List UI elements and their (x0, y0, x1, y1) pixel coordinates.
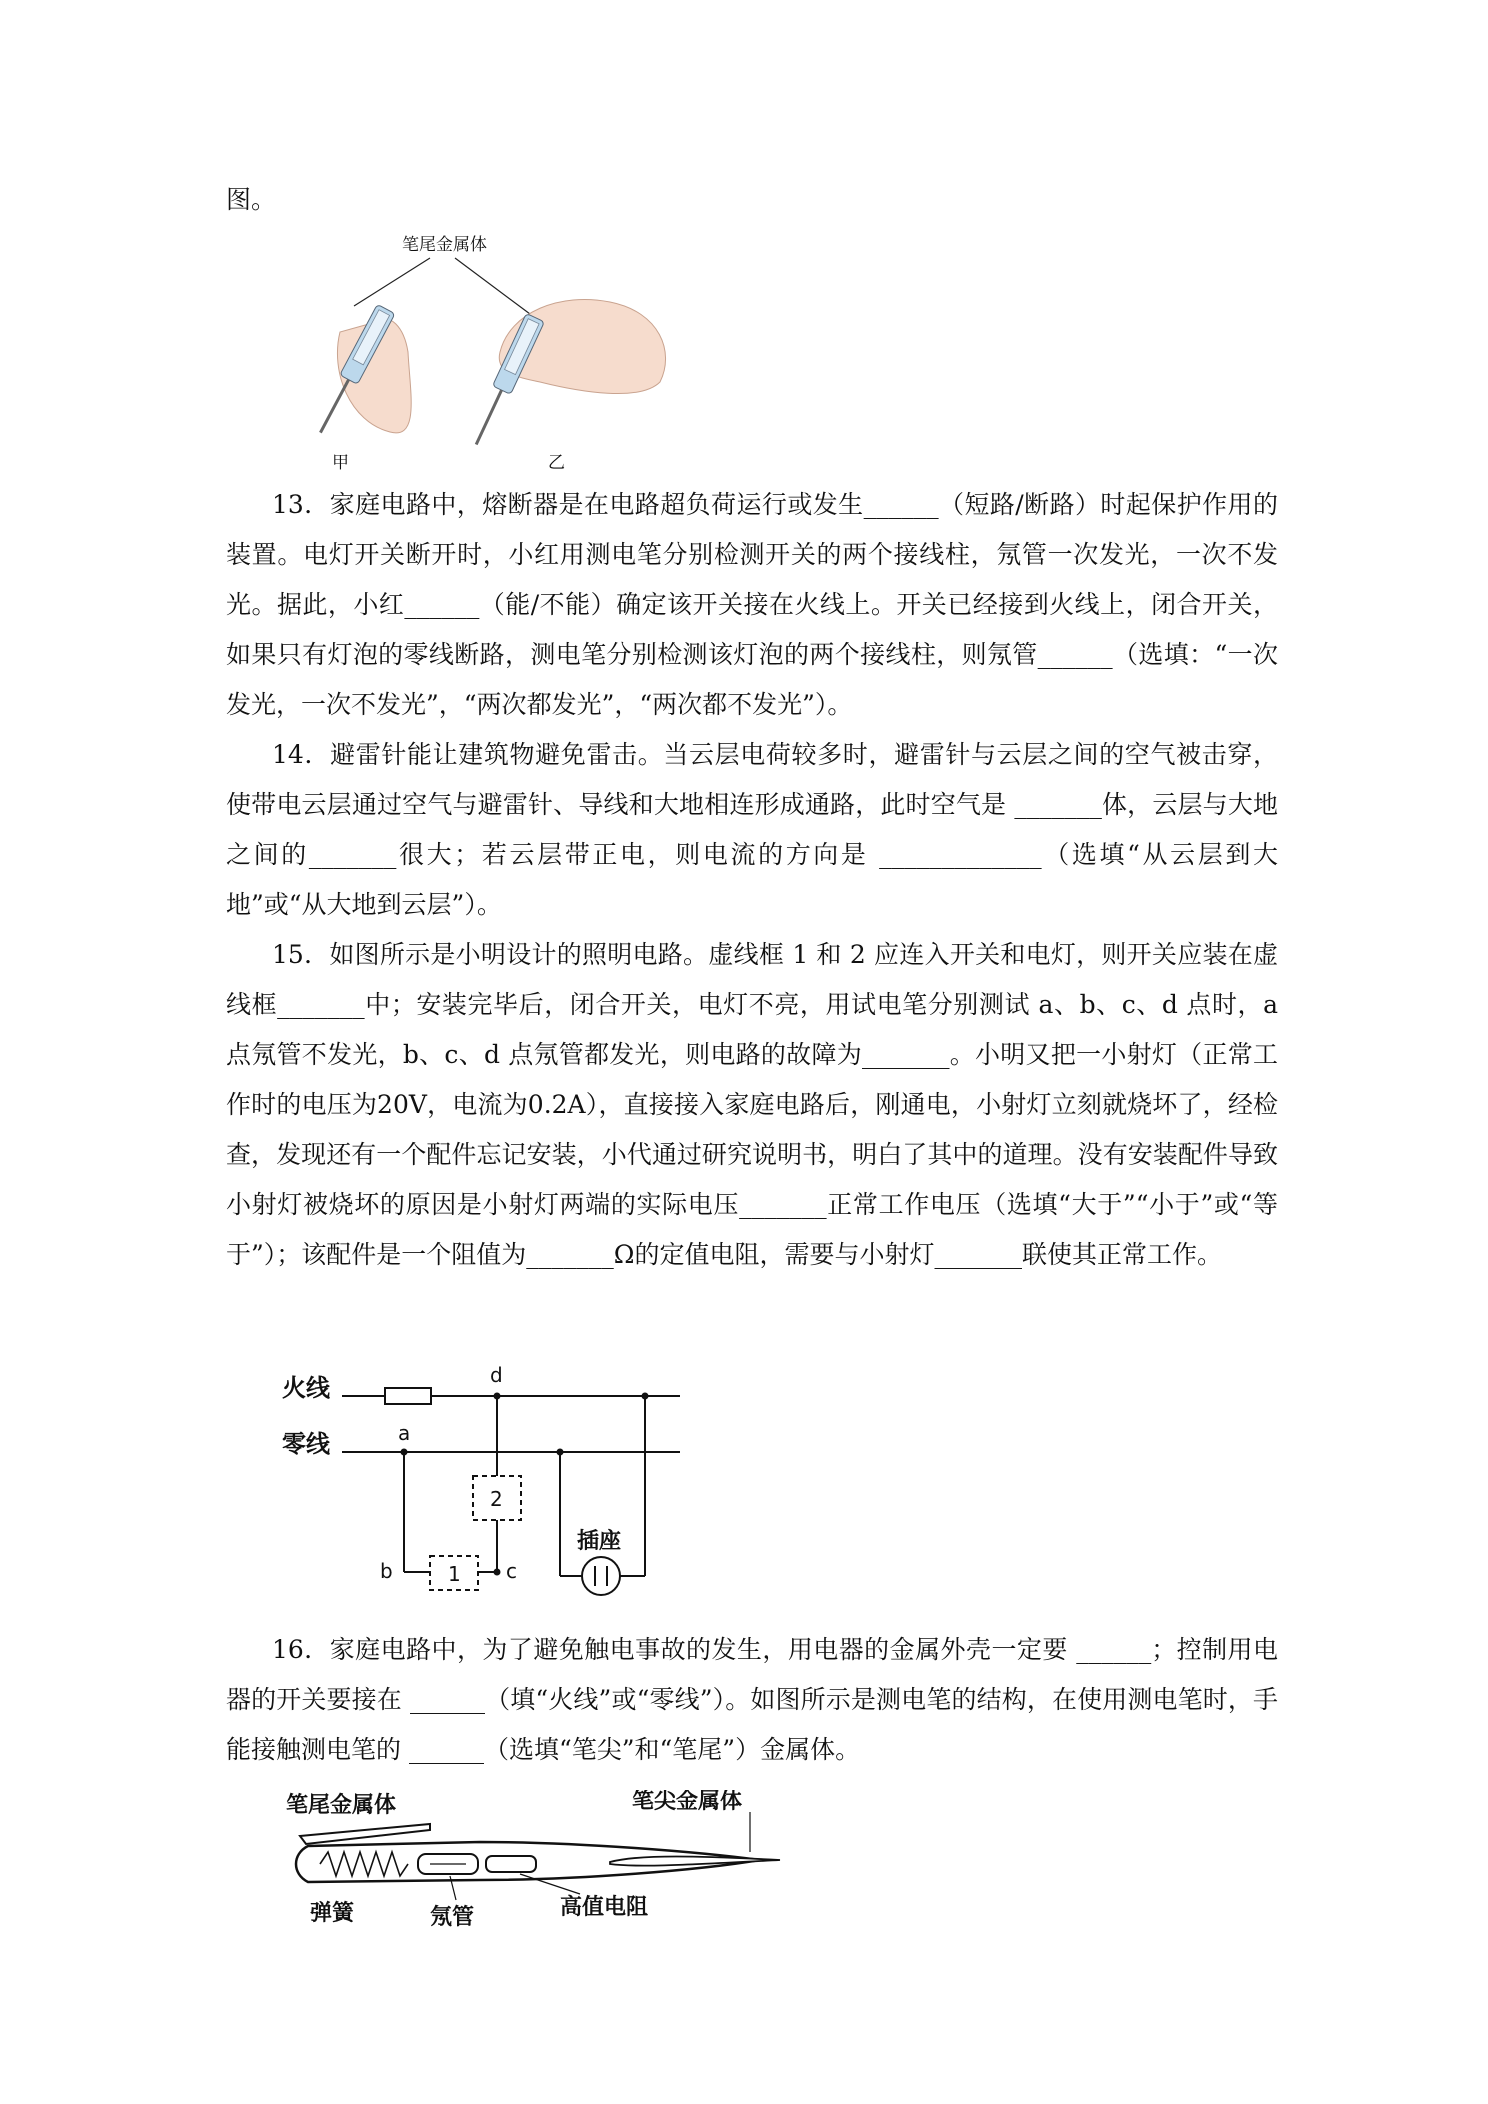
node-b-label: b (380, 1559, 393, 1583)
box-2-label: 2 (490, 1487, 503, 1511)
intro-tail-text: 图。 (226, 185, 277, 214)
pen-neon-label: 氖管 (430, 1905, 475, 1930)
pen-tail-metal-label: 笔尾金属体 (286, 1793, 397, 1818)
socket-symbol (582, 1557, 620, 1595)
fig-left-label: 甲 (332, 453, 349, 472)
socket-label: 插座 (577, 1529, 622, 1554)
pen-tip (610, 1857, 780, 1866)
box-1-label: 1 (448, 1562, 461, 1586)
pen-tip-metal-label: 笔尖金属体 (632, 1790, 743, 1814)
live-wire-label: 火线 (282, 1374, 330, 1402)
test-pen-hands-figure (280, 232, 680, 472)
pen-clip (300, 1824, 430, 1844)
node-a-label: a (398, 1421, 411, 1445)
node-c-label: c (506, 1559, 517, 1583)
question-14: 14．避雷针能让建筑物避免雷击。当云层电荷较多时，避雷针与云层之间的空气被击穿，使带电云层通过空气与避雷针、导线和大地相连形成通路，此时空气是 _______体，云层与大地之间的_______很大；若云层带正电，则电流的方向是 _____________（选填“从云层到大地”或“从大地到云层”）。 (226, 740, 1278, 919)
question-15: 15．如图所示是小明设计的照明电路。虚线框 1 和 2 应连入开关和电灯，则开关应装在虚线框_______中；安装完毕后，闭合开关，电灯不亮，用试电笔分别测试 a、b、c、d 点时，a 点氖管不发光，b、c、d 点氖管都发光，则电路的故障为_______。小明又把一小射灯（正常工作时的电压为20V，电流为0.2A），直接接入家庭电路后，刚通电，小射灯立刻就烧坏了，经检查，发现还有一个配件忘记安装，小代通过研究说明书，明白了其中的道理。没有安装配件导致小射灯被烧坏的原因是小射灯两端的实际电压_______正常工作电压（选填“大于”“小于”或“等于”）；该配件是一个阻值为_______Ω的定值电阻，需要与小射灯_______联使其正常工作。 (226, 940, 1278, 1269)
right-test-pen (467, 313, 544, 448)
question-13: 13．家庭电路中，熔断器是在电路超负荷运行或发生______（短路/断路）时起保护作用的装置。电灯开关断开时，小红用测电笔分别检测开关的两个接线柱，氖管一次发光，一次不发光。据此，小红______（能/不能）确定该开关接在火线上。开关已经接到火线上，闭合开关，如果只有灯泡的零线断路，测电笔分别检测该灯泡的两个接线柱，则氖管______（选填：“一次发光，一次不发光”，“两次都发光”，“两次都不发光”）。 (226, 490, 1278, 719)
test-pen-structure-diagram (280, 1790, 800, 1930)
neutral-wire-label: 零线 (282, 1430, 330, 1458)
fuse (385, 1388, 431, 1404)
pointer-line-left (354, 258, 430, 306)
pen-resistor (486, 1856, 536, 1872)
pen-resistor-label: 高值电阻 (560, 1895, 649, 1920)
node-d-label: d (490, 1363, 503, 1387)
fig-right-label: 乙 (548, 453, 565, 472)
question-16: 16．家庭电路中，为了避免触电事故的发生，用电器的金属外壳一定要 ______；控制用电器的开关要接在 ______（填“火线”或“零线”）。如图所示是测电笔的结构，在使用测电笔时，手能接触测电笔的 ______（选填“笔尖”和“笔尾”）金属体。 (226, 1635, 1278, 1764)
lighting-circuit-diagram (280, 1360, 700, 1610)
fig-top-label: 笔尾金属体 (402, 235, 487, 255)
pointer-line-right (455, 258, 530, 314)
pen-spring-label: 弹簧 (310, 1901, 355, 1926)
